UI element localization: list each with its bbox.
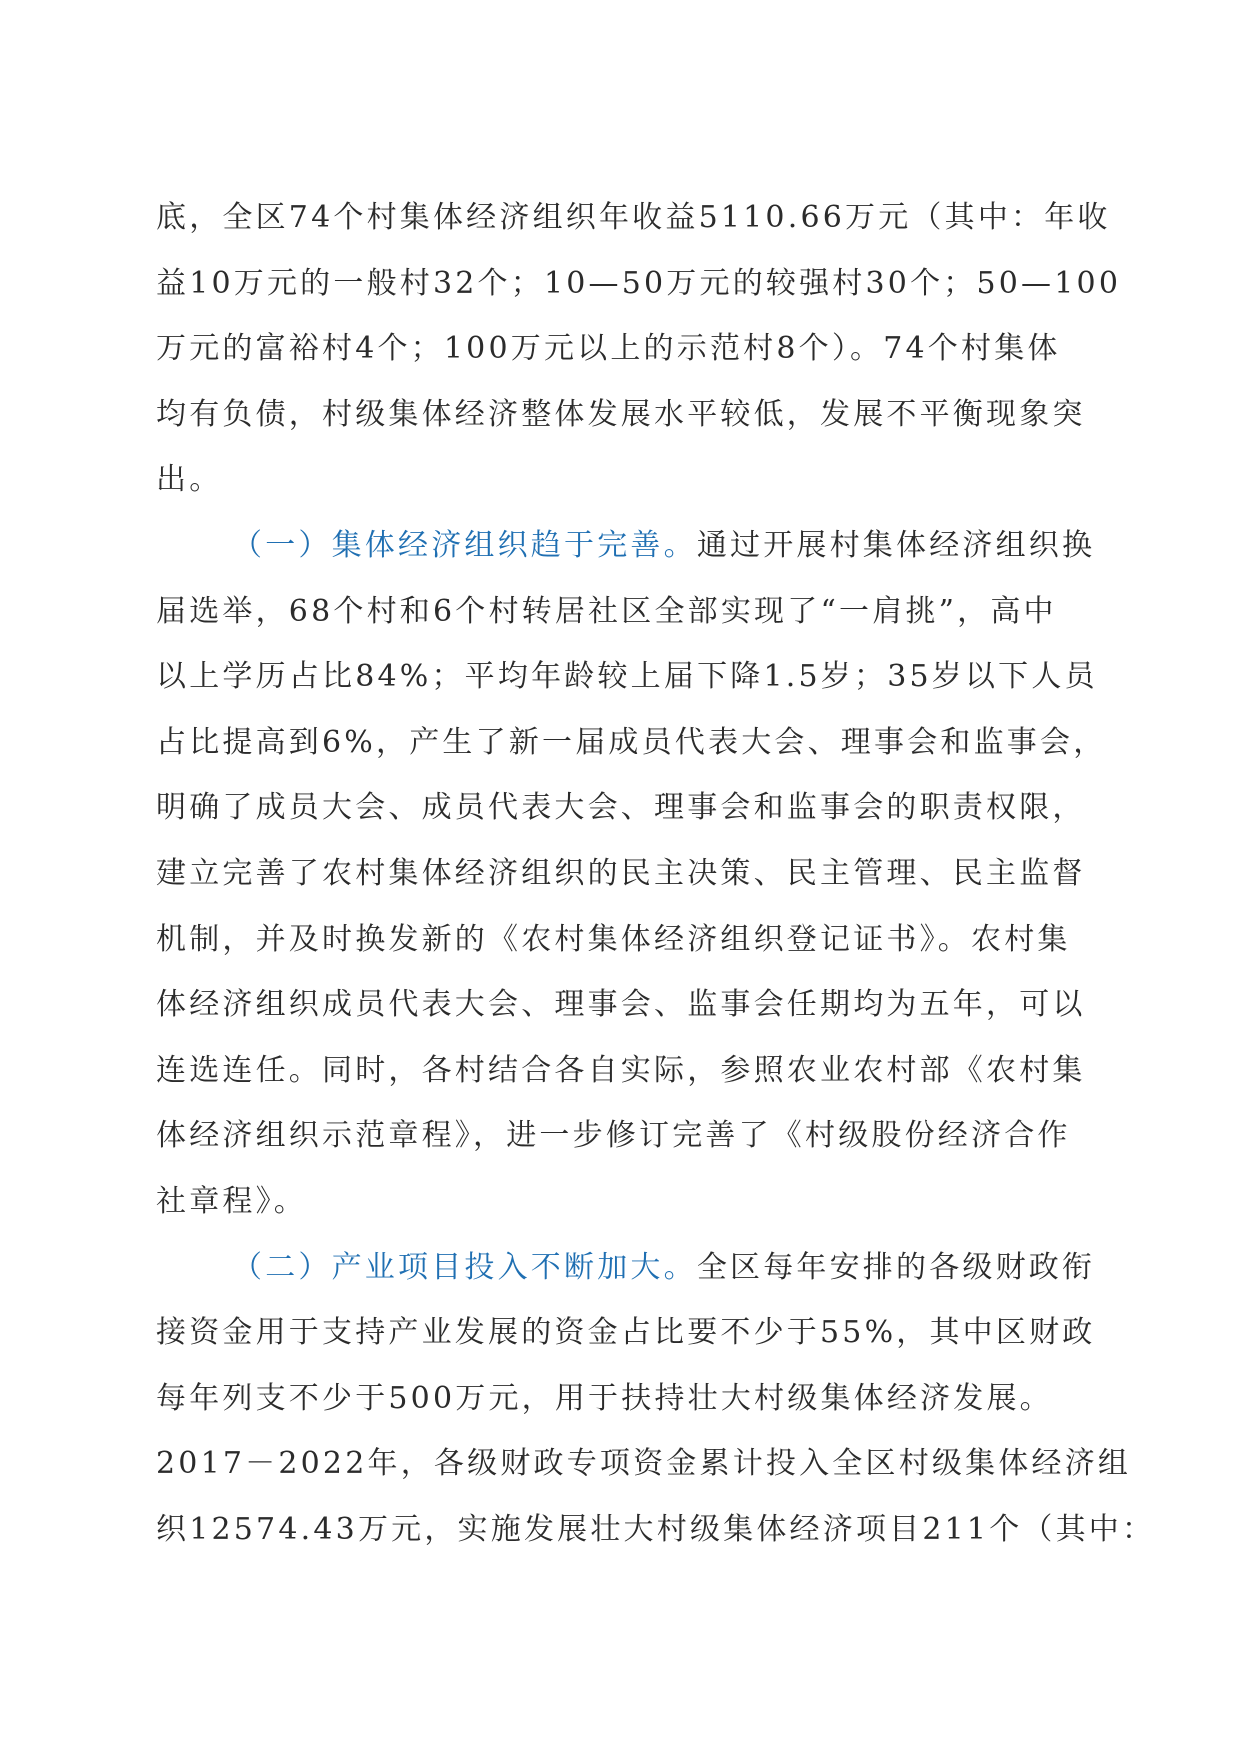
text-line: 万元的富裕村4个；100万元以上的示范村8个）。74个村集体 [156,331,1061,367]
text-line: 连选连任。同时，各村结合各自实际，参照农业农村部《农村集 [156,1052,1086,1088]
text-line: 体经济组织示范章程》，进一步修订完善了《村级股份经济合作 [156,1118,1071,1154]
paragraph-section-1 [156,513,1107,1235]
text-line: 明确了成员大会、成员代表大会、理事会和监事会的职责权限， [156,790,1086,826]
text-line: 底，全区74个村集体经济组织年收益5110.66万元（其中：年收 [156,200,1111,235]
text-line: 体经济组织成员代表大会、理事会、监事会任期均为五年，可以 [156,987,1086,1023]
text-line: 社章程》。 [156,1183,307,1219]
text-line: 占比提高到6%，产生了新一届成员代表大会、理事会和监事会， [156,724,1107,760]
text-line: 届选举，68个村和6个村转居社区全部实现了“一肩挑”，高中 [156,593,1057,629]
text-line: 接资金用于支持产业发展的资金占比要不少于55%，其中区财政 [156,1315,1096,1351]
text-line: 织12574.43万元，实施发展壮大村级集体经济项目211个（其中： [156,1511,1156,1547]
text-line: 机制，并及时换发新的《农村集体经济组织登记证书》。农村集 [156,921,1071,957]
text-line: 出。 [156,462,223,498]
text-line-first [156,513,1096,579]
text-line-first [156,1235,1096,1301]
text-line: 以上学历占比84%；平均年龄较上届下降1.5岁；35岁以下人员 [156,659,1098,695]
text-line: 均有负债，村级集体经济整体发展水平较低，发展不平衡现象突 [156,396,1086,432]
text-run: 全区每年安排的各级财政衔 [696,1249,1096,1285]
text-run: 通过开展村集体经济组织换 [696,527,1096,563]
section-heading-2: （二）产业项目投入不断加大。 [232,1249,697,1285]
section-heading-1: （一）集体经济组织趋于完善。 [232,527,697,563]
text-line: 益10万元的一般村32个；10—50万元的较强村30个；50—100 [156,265,1122,301]
text-line: 每年列支不少于500万元，用于扶持壮大村级集体经济发展。 [156,1380,1053,1416]
text-line: 2017－2022年，各级财政专项资金累计投入全区村级集体经济组 [156,1446,1132,1482]
document-body [156,185,1156,1562]
text-line: 建立完善了农村集体经济组织的民主决策、民主管理、民主监督 [156,855,1086,891]
paragraph-summary [156,185,1122,513]
paragraph-section-2 [156,1235,1156,1563]
